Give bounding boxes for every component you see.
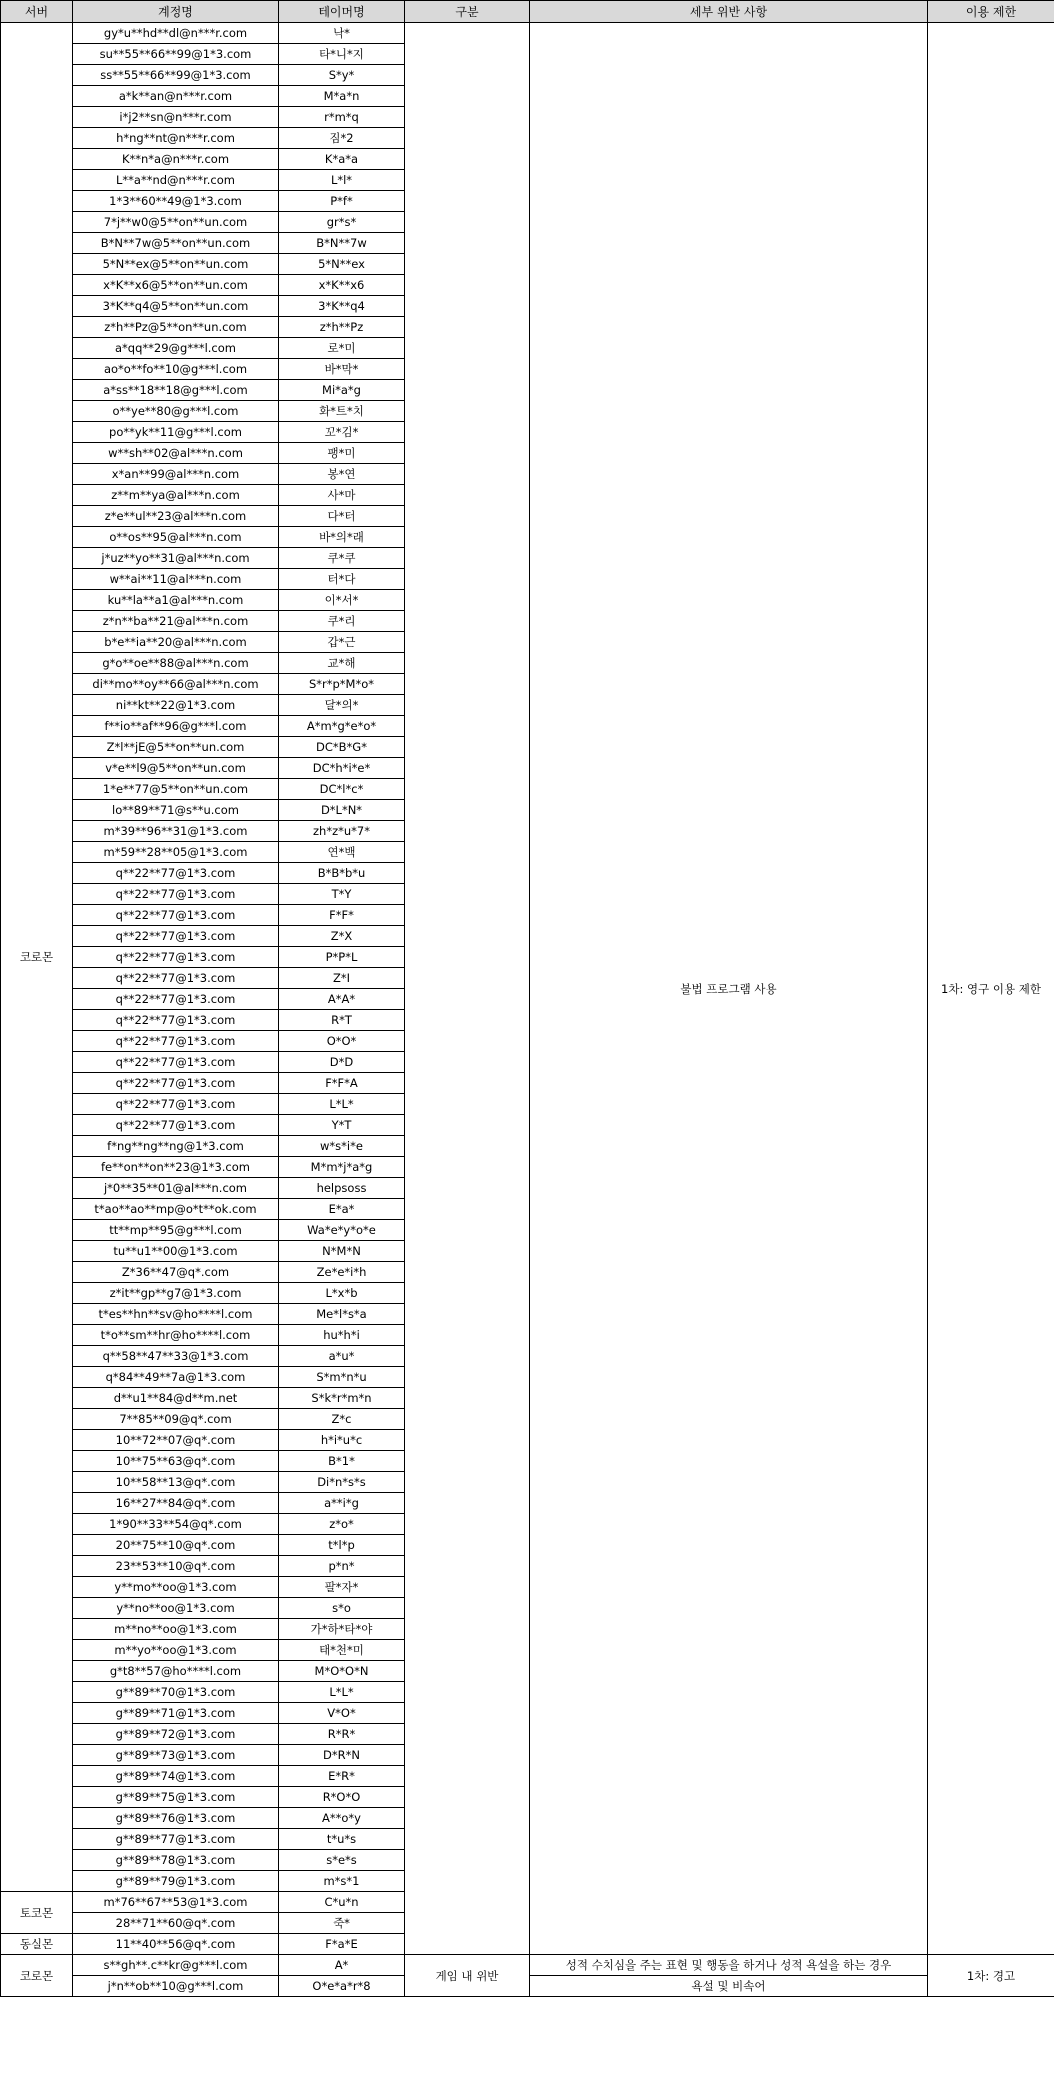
account-cell: g*t8**57@ho****l.com — [73, 1661, 279, 1682]
account-cell: z*e**ul**23@al***n.com — [73, 506, 279, 527]
server-cell: 동실몬 — [1, 1934, 73, 1955]
tamer-name-cell: zh*z*u*7* — [279, 821, 405, 842]
tamer-name-cell: 가*하*타*야 — [279, 1619, 405, 1640]
account-cell: 10**58**13@q*.com — [73, 1472, 279, 1493]
tamer-name-cell: E*R* — [279, 1766, 405, 1787]
tamer-name-cell: D*D — [279, 1052, 405, 1073]
tamer-name-cell: z*o* — [279, 1514, 405, 1535]
header-row — [1, 1, 1054, 23]
tamer-name-cell: O*e*a*r*8 — [279, 1976, 405, 1997]
account-cell: z*h**Pz@5**on**un.com — [73, 317, 279, 338]
account-cell: q**22**77@1*3.com — [73, 926, 279, 947]
tamer-name-cell: z*h**Pz — [279, 317, 405, 338]
account-cell: a*ss**18**18@g***l.com — [73, 380, 279, 401]
account-cell: f**io**af**96@g***l.com — [73, 716, 279, 737]
tamer-name-cell: D*R*N — [279, 1745, 405, 1766]
tamer-name-cell: gr*s* — [279, 212, 405, 233]
account-cell: q**22**77@1*3.com — [73, 1052, 279, 1073]
account-cell: i*j2**sn@n***r.com — [73, 107, 279, 128]
account-cell: ss**55**66**99@1*3.com — [73, 65, 279, 86]
account-cell: g**89**70@1*3.com — [73, 1682, 279, 1703]
tamer-name-cell: 꼬*김* — [279, 422, 405, 443]
tamer-name-cell: A*A* — [279, 989, 405, 1010]
account-cell: tu**u1**00@1*3.com — [73, 1241, 279, 1262]
tamer-name-cell: V*O* — [279, 1703, 405, 1724]
header-account: 계정명 — [73, 1, 279, 23]
tamer-name-cell: S*k*r*m*n — [279, 1388, 405, 1409]
tamer-name-cell: L*x*b — [279, 1283, 405, 1304]
tamer-name-cell: Z*I — [279, 968, 405, 989]
tamer-name-cell: D*L*N* — [279, 800, 405, 821]
account-cell: 1*3**60**49@1*3.com — [73, 191, 279, 212]
tamer-name-cell: s*o — [279, 1598, 405, 1619]
account-cell: m**no**oo@1*3.com — [73, 1619, 279, 1640]
tamer-name-cell: helpsoss — [279, 1178, 405, 1199]
account-cell: z*it**gp**g7@1*3.com — [73, 1283, 279, 1304]
account-cell: z**m**ya@al***n.com — [73, 485, 279, 506]
tamer-name-cell: 팔*자* — [279, 1577, 405, 1598]
account-cell: 5*N**ex@5**on**un.com — [73, 254, 279, 275]
tamer-name-cell: Me*l*s*a — [279, 1304, 405, 1325]
header-server: 서버 — [1, 1, 73, 23]
tamer-name-cell: 쿠*리 — [279, 611, 405, 632]
tamer-name-cell: DC*l*c* — [279, 779, 405, 800]
tamer-name-cell: 로*미 — [279, 338, 405, 359]
account-cell: f*ng**ng**ng@1*3.com — [73, 1136, 279, 1157]
detail-cell: 욕설 및 비속어 — [530, 1976, 928, 1997]
tamer-name-cell: L*L* — [279, 1094, 405, 1115]
account-cell: q**22**77@1*3.com — [73, 1010, 279, 1031]
header-detail: 세부 위반 사항 — [530, 1, 928, 23]
tamer-name-cell: A**o*y — [279, 1808, 405, 1829]
table-row — [1, 23, 1054, 44]
account-cell: g**89**75@1*3.com — [73, 1787, 279, 1808]
account-cell: 16**27**84@q*.com — [73, 1493, 279, 1514]
tamer-name-cell: w*s*i*e — [279, 1136, 405, 1157]
account-cell: tt**mp**95@g***l.com — [73, 1220, 279, 1241]
tamer-name-cell: S*r*p*M*o* — [279, 674, 405, 695]
account-cell: h*ng**nt@n***r.com — [73, 128, 279, 149]
detail-cell: 불법 프로그램 사용 — [530, 23, 928, 1955]
account-cell: j*n**ob**10@g***l.com — [73, 1976, 279, 1997]
tamer-name-cell: N*M*N — [279, 1241, 405, 1262]
restriction-cell: 1차: 경고 — [928, 1955, 1054, 1997]
account-cell: 28**71**60@q*.com — [73, 1913, 279, 1934]
account-cell: m*76**67**53@1*3.com — [73, 1892, 279, 1913]
account-cell: x*K**x6@5**on**un.com — [73, 275, 279, 296]
account-cell: q**22**77@1*3.com — [73, 1073, 279, 1094]
account-cell: Z*l**jE@5**on**un.com — [73, 737, 279, 758]
account-cell: g**89**71@1*3.com — [73, 1703, 279, 1724]
account-cell: 23**53**10@q*.com — [73, 1556, 279, 1577]
account-cell: 7**85**09@q*.com — [73, 1409, 279, 1430]
account-cell: 20**75**10@q*.com — [73, 1535, 279, 1556]
account-cell: 3*K**q4@5**on**un.com — [73, 296, 279, 317]
tamer-name-cell: S*y* — [279, 65, 405, 86]
tamer-name-cell: 5*N**ex — [279, 254, 405, 275]
tamer-name-cell: F*F* — [279, 905, 405, 926]
account-cell: m**yo**oo@1*3.com — [73, 1640, 279, 1661]
tamer-name-cell: L*l* — [279, 170, 405, 191]
account-cell: j*uz**yo**31@al***n.com — [73, 548, 279, 569]
account-cell: q**22**77@1*3.com — [73, 1031, 279, 1052]
account-cell: 10**75**63@q*.com — [73, 1451, 279, 1472]
account-cell: q*84**49**7a@1*3.com — [73, 1367, 279, 1388]
tamer-name-cell: 3*K**q4 — [279, 296, 405, 317]
tamer-name-cell: 다*터 — [279, 506, 405, 527]
tamer-name-cell: C*u*n — [279, 1892, 405, 1913]
account-cell: a*k**an@n***r.com — [73, 86, 279, 107]
restriction-cell: 1차: 영구 이용 제한 — [928, 23, 1054, 1955]
tamer-name-cell: 타*니*지 — [279, 44, 405, 65]
tamer-name-cell: 사*마 — [279, 485, 405, 506]
account-cell: g**89**74@1*3.com — [73, 1766, 279, 1787]
account-cell: q**22**77@1*3.com — [73, 1115, 279, 1136]
tamer-name-cell: T*Y — [279, 884, 405, 905]
account-cell: 10**72**07@q*.com — [73, 1430, 279, 1451]
tamer-name-cell: x*K**x6 — [279, 275, 405, 296]
tamer-name-cell: 태*천*미 — [279, 1640, 405, 1661]
tamer-name-cell: R*O*O — [279, 1787, 405, 1808]
account-cell: o**ye**80@g***l.com — [73, 401, 279, 422]
tamer-name-cell: p*n* — [279, 1556, 405, 1577]
account-cell: q**22**77@1*3.com — [73, 884, 279, 905]
account-cell: 1*90**33**54@q*.com — [73, 1514, 279, 1535]
tamer-name-cell: Ze*e*i*h — [279, 1262, 405, 1283]
account-cell: w**sh**02@al***n.com — [73, 443, 279, 464]
tamer-name-cell: K*a*a — [279, 149, 405, 170]
tamer-name-cell: 이*서* — [279, 590, 405, 611]
tamer-name-cell: R*R* — [279, 1724, 405, 1745]
account-cell: q**22**77@1*3.com — [73, 863, 279, 884]
tamer-name-cell: Di*n*s*s — [279, 1472, 405, 1493]
table-row — [1, 1955, 1054, 1976]
account-cell: g**89**77@1*3.com — [73, 1829, 279, 1850]
account-cell: g**89**78@1*3.com — [73, 1850, 279, 1871]
account-cell: lo**89**71@s**u.com — [73, 800, 279, 821]
tamer-name-cell: B*N**7w — [279, 233, 405, 254]
account-cell: ku**la**a1@al***n.com — [73, 590, 279, 611]
tamer-name-cell: 터*다 — [279, 569, 405, 590]
account-cell: Z*36**47@q*.com — [73, 1262, 279, 1283]
account-cell: w**ai**11@al***n.com — [73, 569, 279, 590]
tamer-name-cell: DC*h*i*e* — [279, 758, 405, 779]
tamer-name-cell: L*L* — [279, 1682, 405, 1703]
account-cell: q**58**47**33@1*3.com — [73, 1346, 279, 1367]
tamer-name-cell: M*O*O*N — [279, 1661, 405, 1682]
tamer-name-cell: P*P*L — [279, 947, 405, 968]
account-cell: m*59**28**05@1*3.com — [73, 842, 279, 863]
account-cell: g**89**76@1*3.com — [73, 1808, 279, 1829]
tamer-name-cell: M*m*j*a*g — [279, 1157, 405, 1178]
account-cell: gy*u**hd**dl@n***r.com — [73, 23, 279, 44]
tamer-name-cell: 낙* — [279, 23, 405, 44]
tamer-name-cell: 교*해 — [279, 653, 405, 674]
tamer-name-cell: t*u*s — [279, 1829, 405, 1850]
tamer-name-cell: A* — [279, 1955, 405, 1976]
account-cell: B*N**7w@5**on**un.com — [73, 233, 279, 254]
tamer-name-cell: Mi*a*g — [279, 380, 405, 401]
server-cell: 코로몬 — [1, 1955, 73, 1997]
tamer-name-cell: B*B*b*u — [279, 863, 405, 884]
tamer-name-cell: S*m*n*u — [279, 1367, 405, 1388]
tamer-name-cell: 갑*근 — [279, 632, 405, 653]
tamer-name-cell: P*f* — [279, 191, 405, 212]
tamer-name-cell: m*s*1 — [279, 1871, 405, 1892]
tamer-name-cell: R*T — [279, 1010, 405, 1031]
tamer-name-cell: 연*백 — [279, 842, 405, 863]
tamer-name-cell: A*m*g*e*o* — [279, 716, 405, 737]
tamer-name-cell: M*a*n — [279, 86, 405, 107]
account-cell: z*n**ba**21@al***n.com — [73, 611, 279, 632]
header-category: 구분 — [405, 1, 530, 23]
tamer-name-cell: 달*의* — [279, 695, 405, 716]
tamer-name-cell: s*e*s — [279, 1850, 405, 1871]
header-restriction: 이용 제한 — [928, 1, 1054, 23]
header-tamer-name: 테이머명 — [279, 1, 405, 23]
tamer-name-cell: O*O* — [279, 1031, 405, 1052]
account-cell: x*an**99@al***n.com — [73, 464, 279, 485]
tamer-name-cell: DC*B*G* — [279, 737, 405, 758]
account-cell: ni**kt**22@1*3.com — [73, 695, 279, 716]
account-cell: L**a**nd@n***r.com — [73, 170, 279, 191]
category-cell: 게임 내 위반 — [405, 1955, 530, 1997]
account-cell: v*e**l9@5**on**un.com — [73, 758, 279, 779]
tamer-name-cell: Z*c — [279, 1409, 405, 1430]
account-cell: q**22**77@1*3.com — [73, 968, 279, 989]
tamer-name-cell: t*l*p — [279, 1535, 405, 1556]
tamer-name-cell: Wa*e*y*o*e — [279, 1220, 405, 1241]
tamer-name-cell: 팽*미 — [279, 443, 405, 464]
category-cell — [405, 23, 530, 1955]
account-cell: fe**on**on**23@1*3.com — [73, 1157, 279, 1178]
account-cell: po**yk**11@g***l.com — [73, 422, 279, 443]
account-cell: j*0**35**01@al***n.com — [73, 1178, 279, 1199]
account-cell: q**22**77@1*3.com — [73, 1094, 279, 1115]
tamer-name-cell: B*1* — [279, 1451, 405, 1472]
account-cell: y**mo**oo@1*3.com — [73, 1577, 279, 1598]
account-cell: b*e**ia**20@al***n.com — [73, 632, 279, 653]
account-cell: d**u1**84@d**m.net — [73, 1388, 279, 1409]
account-cell: 11**40**56@q*.com — [73, 1934, 279, 1955]
account-cell: ao*o**fo**10@g***l.com — [73, 359, 279, 380]
tamer-name-cell: 짐*2 — [279, 128, 405, 149]
account-cell: g*o**oe**88@al***n.com — [73, 653, 279, 674]
account-cell: q**22**77@1*3.com — [73, 989, 279, 1010]
account-cell: m*39**96**31@1*3.com — [73, 821, 279, 842]
tamer-name-cell: F*a*E — [279, 1934, 405, 1955]
detail-cell: 성적 수치심을 주는 표현 및 행동을 하거나 성적 욕설을 하는 경우 — [530, 1955, 928, 1976]
account-cell: di**mo**oy**66@al***n.com — [73, 674, 279, 695]
tamer-name-cell: F*F*A — [279, 1073, 405, 1094]
tamer-name-cell: 봉*연 — [279, 464, 405, 485]
server-cell: 코로몬 — [1, 23, 73, 1892]
account-cell: q**22**77@1*3.com — [73, 947, 279, 968]
tamer-name-cell: 죽* — [279, 1913, 405, 1934]
tamer-name-cell: Y*T — [279, 1115, 405, 1136]
account-cell: s**gh**.c**kr@g***l.com — [73, 1955, 279, 1976]
account-cell: g**89**72@1*3.com — [73, 1724, 279, 1745]
account-cell: g**89**73@1*3.com — [73, 1745, 279, 1766]
tamer-name-cell: r*m*q — [279, 107, 405, 128]
tamer-name-cell: hu*h*i — [279, 1325, 405, 1346]
account-cell: K**n*a@n***r.com — [73, 149, 279, 170]
tamer-name-cell: E*a* — [279, 1199, 405, 1220]
account-cell: t*ao**ao**mp@o*t**ok.com — [73, 1199, 279, 1220]
server-cell: 토코몬 — [1, 1892, 73, 1934]
tamer-name-cell: 바*의*래 — [279, 527, 405, 548]
tamer-name-cell: h*i*u*c — [279, 1430, 405, 1451]
account-cell: q**22**77@1*3.com — [73, 905, 279, 926]
account-cell: a*qq**29@g***l.com — [73, 338, 279, 359]
account-cell: su**55**66**99@1*3.com — [73, 44, 279, 65]
tamer-name-cell: 쿠*쿠 — [279, 548, 405, 569]
tamer-name-cell: 화*트*치 — [279, 401, 405, 422]
tamer-name-cell: a**i*g — [279, 1493, 405, 1514]
account-cell: y**no**oo@1*3.com — [73, 1598, 279, 1619]
account-cell: t*es**hn**sv@ho****l.com — [73, 1304, 279, 1325]
account-cell: o**os**95@al***n.com — [73, 527, 279, 548]
account-cell: t*o**sm**hr@ho****l.com — [73, 1325, 279, 1346]
tamer-name-cell: Z*X — [279, 926, 405, 947]
account-cell: 7*j**w0@5**on**un.com — [73, 212, 279, 233]
tamer-name-cell: 바*막* — [279, 359, 405, 380]
account-cell: g**89**79@1*3.com — [73, 1871, 279, 1892]
tamer-name-cell: a*u* — [279, 1346, 405, 1367]
account-cell: 1*e**77@5**on**un.com — [73, 779, 279, 800]
